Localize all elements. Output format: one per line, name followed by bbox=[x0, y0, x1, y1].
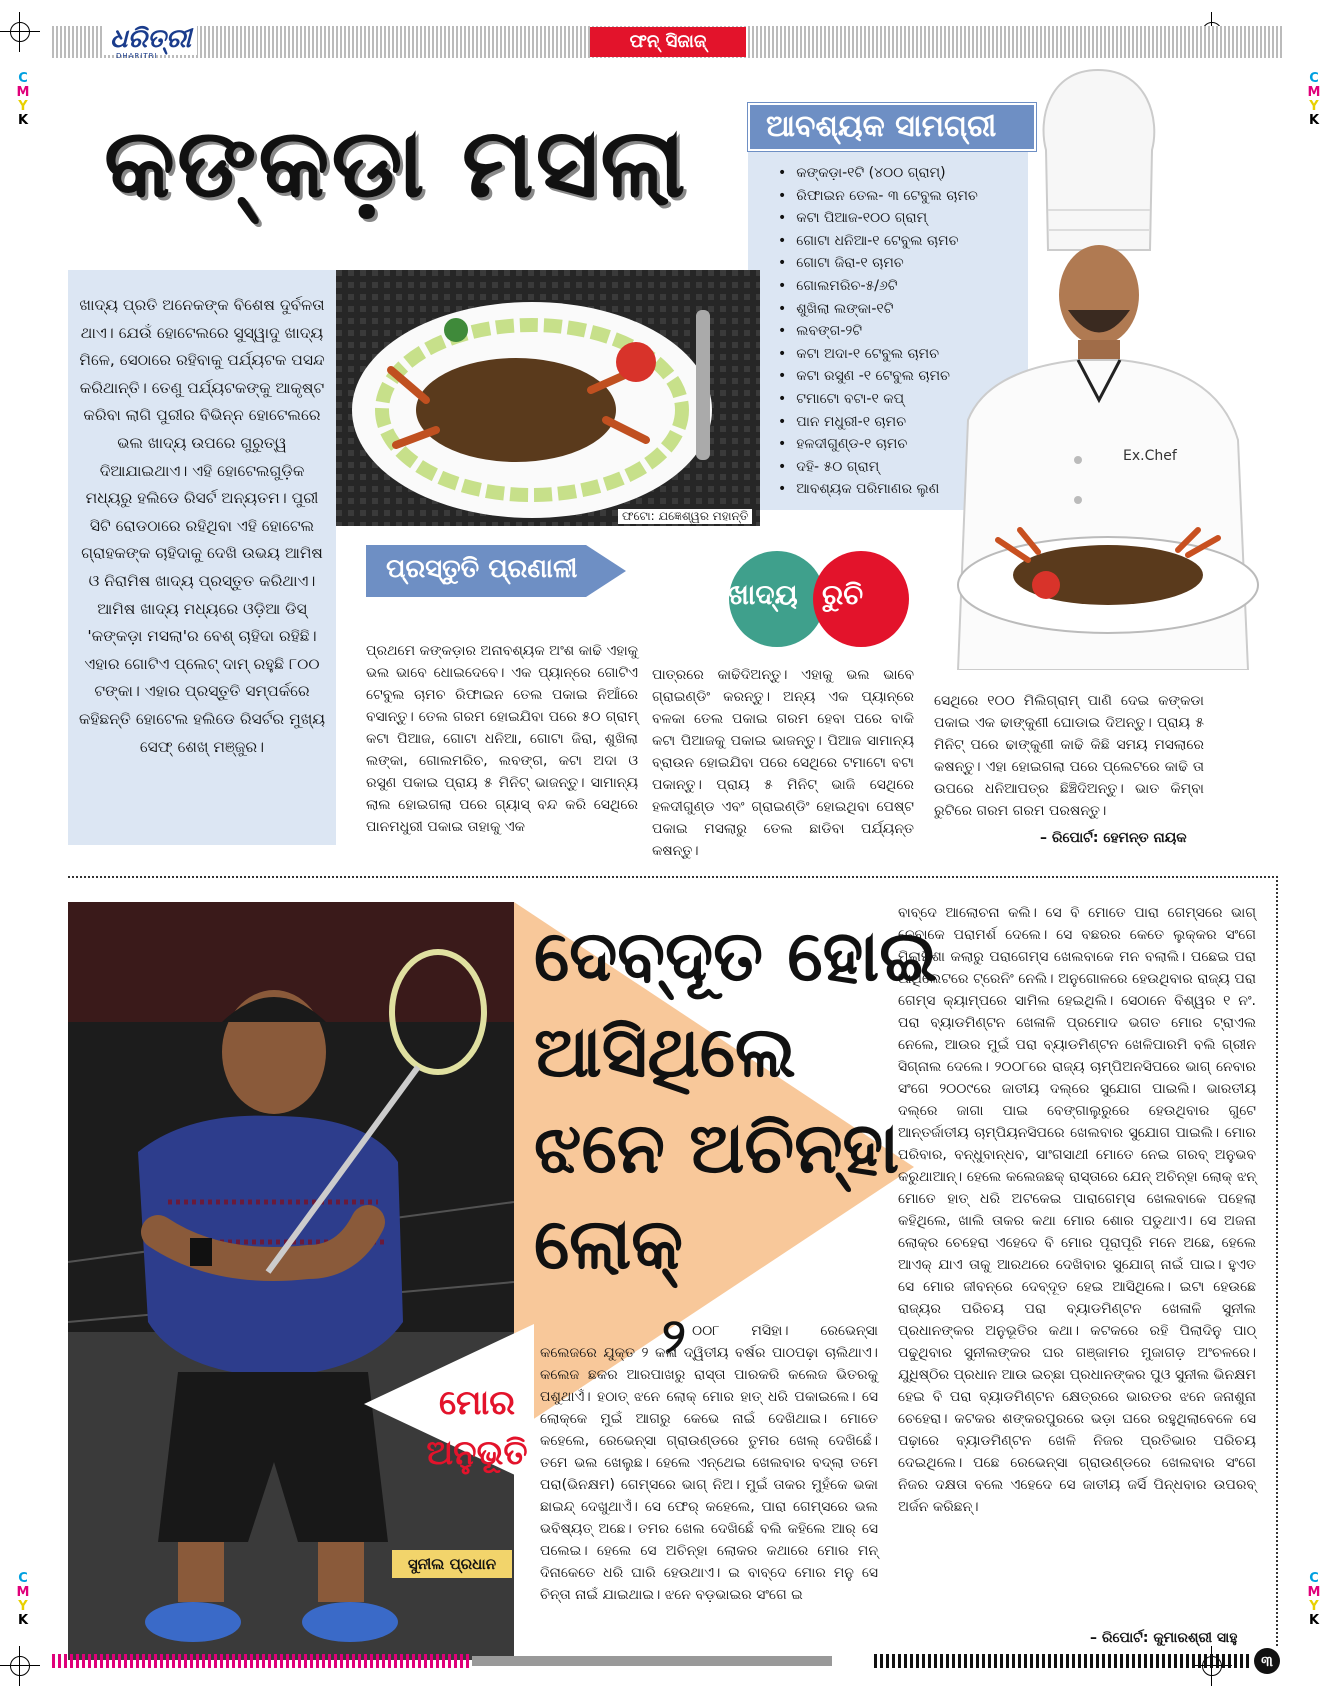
list-item: • କଙ୍କଡ଼ା-୧ଟି (୪୦୦ ଗ୍ରାମ୍) bbox=[778, 162, 978, 185]
section-tag: ଫନ୍ ସିଜାଜ୍ bbox=[590, 27, 746, 57]
newspaper-logo-sub: DHARITRI bbox=[116, 52, 158, 60]
list-item: • କଟା ଅଦା-୧ ଟେବୁଲ ଚାମଚ bbox=[778, 343, 978, 366]
tag-line: ଅନୁଭୂତି bbox=[426, 1433, 528, 1473]
list-item: • ଗୋଲମରିଚ-୫/୬ଟି bbox=[778, 275, 978, 298]
tag-line: ମୋର bbox=[439, 1383, 515, 1423]
registration-mark bbox=[0, 1646, 40, 1686]
prep-heading: ପ୍ରସ୍ତୁତି ପ୍ରଣାଳୀ bbox=[386, 554, 578, 584]
feature-title bbox=[534, 908, 938, 1292]
player-photo bbox=[68, 902, 514, 1660]
feature-reporter: – ରିପୋର୍ଟ: କୁମାରଶ୍ରୀ ସାହୁ bbox=[1090, 1630, 1238, 1646]
recipe-reporter: – ରିପୋର୍ଟ: ହେମନ୍ତ ନାୟକ bbox=[1040, 830, 1187, 846]
list-item: • ଗୋଟା ଜିରା-୧ ଚାମଚ bbox=[778, 252, 978, 275]
list-item: • କଟା ପିଆଜ-୧୦୦ ଗ୍ରାମ୍ bbox=[778, 207, 978, 230]
prep-column-3: ସେଥିରେ ୧୦୦ ମିଲିଗ୍ରାମ୍ ପାଣି ଦେଇ କଙ୍କଡା ପକାଇ ଏକ ଢାଙ୍କୁଣୀ ଘୋଡାଇ ଦିଅନ୍ତୁ। ପ୍ରାୟ ୫ ମିନିଟ୍ ପରେ ଢାଙ୍କୁଣୀ କାଢି କିଛି ସମୟ ମସଲାରେ କଷନ୍ତୁ। ଏହା ହୋଇଗଲା ପରେ ପ୍ଲେଟରେ କାଢି ତା ଉପରେ ଧନିଆପତ୍ର ଛିଞ୍ଚିଦିଅନ୍ତୁ। ଭାତ କିମ୍ବା ରୁଟିରେ ଗରମ ଗରମ ପରଷନ୍ତୁ। bbox=[934, 693, 1204, 819]
newspaper-logo: ଧରିତ୍ରୀ bbox=[104, 24, 197, 55]
feature-title-line: ଝନେ ଅଚିନ୍ହା bbox=[534, 1107, 900, 1189]
feature-body-left: ୦୦୮ ମସିହା। ରେଭେନ୍ସା କଲେଜରେ ଯୁକ୍ତ ୨ କଳା ଦ୍ୱିତୀୟ ବର୍ଷର ପାଠପଢ଼ା ଚାଲିଥାଏ। କଲେଜ ଛକର ଆରପାଖରୁ ରାସ୍ତା ପାରକରି କଲେଜ ଭିତରକୁ ପଶୁଥାଏଁ। ହଠାତ୍ ଝନେ ଲୋକ୍ ମୋର ହାତ୍ ଧରି ପକାଇଲେ। ସେ ଲୋକ୍‌କେ ମୁଇଁ ଆଗରୁ କେଭେ ନାଇଁ ଦେଖିଥାଇ। ମୋତେ କହେଲେ, ରେଭେନ୍ସା ଗ୍ରାଉଣ୍ଡରେ ତୁମର ଖେଲ୍ ଦେଖିଛେଁ। ତମେ ଭଲ ଖେଲୁଛ। ହେଲେ ଏନ୍‌ଥେଇ ଖେଲବାର ବଦ୍‌ଲା ତମେ ପରା(ଭିନକ୍ଷମ) ଗେମ୍ସରେ ଭାଗ୍ ନିଅ। ମୁଇଁ ତାକର ମୁହଁକେ ଭକା ଛାଇନ୍ଦ୍ ଦେଖୁଥାଏଁ। ସେ ଫେର୍ କହେଲେ, ପାରା ଗେମ୍ସରେ ଭଲ ଭବିଷ୍ୟତ୍ ଅଛେ। ତମର ଖେଲ ଦେଖିଛେଁ ବଲି କହିଲେ ଆର୍ ସେ ପଲେଇ। ହେଲେ ସେ ଅଚିନ୍ହା ଲୋକର କଥାରେ ମୋର ମନ୍ ଦିନାକେତେ ଧରି ଘାରି ହେଉଥାଏ। ଇ ବାବ୍‌ଦେ ମୋର ମନୁ ସେ ଚିନ୍ତା ନାଇଁ ଯାଇଥାଇ। ଝନେ ବଡ଼ଭାଇର ସଂଗେ ଇ bbox=[540, 1323, 878, 1603]
list-item: • ଦହି- ୫୦ ଗ୍ରାମ୍ bbox=[778, 456, 978, 479]
list-item: • ଲବଙ୍ଗ-୨ଟି bbox=[778, 320, 978, 343]
recipe-title: କଙ୍କଡ଼ା ମସଲା bbox=[104, 107, 688, 219]
list-item: • ରିଫାଇନ ତେଲ- ୩ ଟେବୁଲ ଚାମଚ bbox=[778, 185, 978, 208]
food-photo bbox=[336, 270, 760, 526]
list-item: • ଟମାଟୋ ବଟା-୧ କପ୍ bbox=[778, 388, 978, 411]
registration-mark bbox=[0, 12, 40, 52]
prep-column-1: ପ୍ରଥମେ କଙ୍କଡ଼ାର ଅନାବଶ୍ୟକ ଅଂଶ କାଢି ଏହାକୁ ଭଲ ଭାବେ ଧୋଇଦେବେ। ଏକ ପ୍ୟାନ୍‌ରେ ଗୋଟିଏ ଟେବୁଲ ଚାମଚ ରିଫାଇନ ତେଲ ପକାଇ ନିଆଁରେ ବସାନ୍ତୁ। ତେଲ ଗରମ ହୋଇଯିବା ପରେ ୫୦ ଗ୍ରାମ୍ କଟା ପିଆଜ, ଗୋଟା ଧନିଆ, ଗୋଟା ଜିରା, ଶୁଖିଲା ଲଙ୍କା, ଗୋଲମରିଚ, ଲବଙ୍ଗ, କଟା ଅଦା ଓ ରସୁଣ ପକାଇ ପ୍ରାୟ ୫ ମିନିଟ୍ ଭାଜନ୍ତୁ। ସାମାନ୍ୟ ଲାଲ ହୋଇଗଲା ପରେ ଗ୍ୟାସ୍ ବନ୍ଦ କରି ସେଥିରେ ପାନମଧୁରୀ ପକାଇ ତାହାକୁ ଏକ bbox=[366, 643, 638, 835]
badge-right-text: ରୁଚି bbox=[822, 578, 864, 611]
section-divider-vertical bbox=[1276, 876, 1278, 1646]
section-divider bbox=[68, 876, 1278, 878]
cmyk-marks-left-bottom: C M Y K bbox=[16, 1571, 30, 1628]
cmyk-marks-right-top: C M Y K bbox=[1307, 71, 1321, 128]
chef-photo bbox=[928, 60, 1268, 670]
player-name-tag: ସୁନୀଲ ପ୍ରଧାନ bbox=[392, 1550, 512, 1578]
photo-credit: ଫଟୋ: ଯଜ୍ଞେଶ୍ୱର ମହାନ୍ତି bbox=[618, 509, 752, 524]
list-item: • କଟା ରସୁଣ -୧ ଟେବୁଲ ଚାମଚ bbox=[778, 365, 978, 388]
intro-text: ଖାଦ୍ୟ ପ୍ରତି ଅନେକଙ୍କ ବିଶେଷ ଦୁର୍ବଳତା ଥାଏ। ଯେଉଁ ହୋଟେଲରେ ସୁସ୍ୱାଦୁ ଖାଦ୍ୟ ମିଳେ, ସେଠାରେ ରହିବାକୁ ପର୍ଯ୍ୟଟକ ପସନ୍ଦ କରିଥାନ୍ତି। ତେଣୁ ପର୍ଯ୍ୟଟକଙ୍କୁ ଆକୃଷ୍ଟ କରିବା ଲାଗି ପୁରୀର ବିଭିନ୍ନ ହୋଟେଲରେ ଭଲ ଖାଦ୍ୟ ଉପରେ ଗୁରୁତ୍ୱ ଦିଆଯାଇଥାଏ। ଏହି ହୋଟେଲଗୁଡ଼ିକ ମଧ୍ୟରୁ ହଲିଡେ ରିସର୍ଟ ଅନ୍ୟତମ। ପୁରୀ ସିଟି ରୋଡଠାରେ ରହିଥିବା ଏହି ହୋଟେଲ ଗ୍ରାହକଙ୍କ ଚାହିଦାକୁ ଦେଖି ଉଭୟ ଆମିଷ ଓ ନିରାମିଷ ଖାଦ୍ୟ ପ୍ରସ୍ତୁତ କରିଥାଏ। ଆମିଷ ଖାଦ୍ୟ ମଧ୍ୟରେ ଓଡ଼ିଆ ଡିସ୍ 'କଙ୍କଡ଼ା ମସଲା'ର ବେଶ୍ ଚାହିଦା ରହିଛି। ଏହାର ଗୋଟିଏ ପ୍ଲେଟ୍ ଦାମ୍ ରହୁଛି ୮୦୦ ଟଙ୍କା। ଏହାର ପ୍ରସ୍ତୁତି ସମ୍ପର୍କରେ କହିଛନ୍ତି ହୋଟେଲ ହଲିଡେ ରିସର୍ଟର ମୁଖ୍ୟ ସେଫ୍ ଶେଖ୍ ମଞ୍ଜୁର। bbox=[78, 296, 326, 756]
prep-column-2: ପାତ୍ରରେ କାଢିଦିଅନ୍ତୁ। ଏହାକୁ ଭଲ ଭାବେ ଗ୍ରାଇଣ୍ଡିଂ କରନ୍ତୁ। ଅନ୍ୟ ଏକ ପ୍ୟାନ୍‌ରେ ବଳକା ତେଲ ପକାଇ ଗରମ ହେବା ପରେ ବାକି କଟା ପିଆଜକୁ ପକାଇ ଭାଜନ୍ତୁ। ପିଆଜ ସାମାନ୍ୟ ବ୍ରାଉନ ହୋଇଯିବା ପରେ ସେଥିରେ ଟମାଟୋ ବଟା ପକାନ୍ତୁ। ପ୍ରାୟ ୫ ମିନିଟ୍ ଭାଜି ସେଥିରେ ହଳଦୀଗୁଣ୍ଡ ଏବଂ ଗ୍ରାଇଣ୍ଡିଂ ହୋଇଥିବା ପେଷ୍ଟ ପକାଇ ମସଲାରୁ ତେଲ ଛାଡିବା ପର୍ଯ୍ୟନ୍ତ କଷନ୍ତୁ। bbox=[652, 667, 914, 859]
page-number: ୩ bbox=[1254, 1648, 1280, 1674]
list-item: • ଗୋଟା ଧନିଆ-୧ ଟେବୁଲ ଚାମଚ bbox=[778, 230, 978, 253]
footer-strip bbox=[52, 1654, 1252, 1668]
feature-title-line: ଲୋକ୍ bbox=[534, 1203, 683, 1285]
feature-title-line: ଆସିଥିଲେ bbox=[534, 1011, 796, 1093]
badge-left-text: ଖାଦ୍ୟ bbox=[728, 578, 798, 611]
feature-body-right: ବାବ୍‌ଦେ ଆଲୋଚନା କଲି। ସେ ବି ମୋତେ ପାରା ଗେମ୍ସରେ ଭାଗ୍ ନେବାକେ ପରାମର୍ଶ ଦେଲେ। ସେ ବଛରର କେତେ ଲୁକ୍‌କର ସଂଗେ ମିଲାମିଶା କଲାରୁ ପରାଗେମ୍ସ ଖେଲବାକେ ମନ ବଲାଲି। ପଛେଇ ପରା ଆଥିଲେଟରେ ଟ୍ରେନିଂ ନେଲି। ଅନୁଗୋଳରେ ହେଉଥିବାର ରାଜ୍ୟ ପରା ଗେମ୍ସ କ୍ୟାମ୍ପରେ ସାମିଲ ହେଇଥିଲି। ସେଠାନେ ବିଶ୍ୱର ୧ ନଂ. ପରା ବ୍ୟାଡମିଣ୍ଟନ ଖେଳାଳି ପ୍ରମୋଦ ଭଗତ ମୋର ଟ୍ରାଏଲ ନେଲେ, ଆଉର ମୁଇଁ ପରା ବ୍ୟାଡମିଣ୍ଟନ ଖେଳିପାରମି ବଲି ଗ୍ରୀନ ସିଗ୍‌ନାଲ ଦେଲେ। ୨୦୦୮ରେ ରାଜ୍ୟ ଚାମ୍ପିଅନସିପରେ ଭାଗ୍ ନେବାର ସଂଗେ ୨୦୦୯ରେ ଜାତୀୟ ଦଲ୍‌ରେ ସୁଯୋଗ ପାଇଲି। ଭାରତୀୟ ଦଲ୍‌ରେ ଜାଗା ପାଇ ବେଙ୍ଗାଲୁରୁରେ ହେଉଥିବାର ଗୁଟେ ଆନ୍ତର୍ଜାତୀୟ ଚାମ୍ପିୟନସିପରେ ଖେଲବାର ସୁଯୋଗ ପାଇଲି। ମୋର ପରିବାର, ବନ୍ଧୁବାନ୍ଧବ, ସାଂଗସାଥୀ ମୋତେ ନେଇ ଗରବ୍ ଅନୁଭବ କରୁଥାଆନ୍। ହେଲେ କଲେଜଛକ୍ ରାସ୍ତାରେ ଯେନ୍ ଅଚିନ୍ହା ଲୋକ୍ ଝନ୍ ମୋତେ ହାତ୍ ଧରି ଅଟକେଇ ପାରାଗେମ୍ସ ଖେଲବାକେ ପହେଲା କହିଥିଲେ, ଖାଲି ତାକର କଥା ମୋର ଶୋର ପଡୁଥାଏ। ସେ ଅଜନା ଲୋକ୍‌ର ଚେହେରା ଏହେଦେ ବି ମୋର ପୂରାପୂରି ମନେ ଅଛେ, ହେଲେ ଆଏକ୍ ଯାଏ ତାକୁ ଆରଥରେ ଦେଖିବାର ସୁଯୋଗ୍ ନାଇଁ ପାଇ। ହୁଏତ ସେ ମୋର ଜୀବନ୍‌ରେ ଦେବ୍‌ଦୂତ ହେଇ ଆସିଥିଲେ। ଇଟା ହେଉଛେ ରାଜ୍ୟର ପରିଚୟ ପରା ବ୍ୟାଡମିଣ୍ଟନ ଖେଳାଳି ସୁନୀଲ ପ୍ରଧାନଙ୍କର ଅନୁଭୂତିର କଥା। କଟକରେ ରହି ପିଲାଦିନୁ ପାଠ୍ ପଢୁଥିବାର ସୁନୀଲଙ୍କର ଘର ଗଞ୍ଜାମର ମୁଜାଗଡ଼ ଅଂଚଳରେ। ଯୁଧିଷ୍ଠିର ପ୍ରଧାନ ଆଉ ଇଚ୍ଛା ପ୍ରଧାନଙ୍କର ପୁଓ ସୁନୀଲ ଭିନକ୍ଷମ ହେଇ ବି ପରା ବ୍ୟାଡମିଣ୍ଟନ କ୍ଷେତ୍ରରେ ଭାରତର ଝନେ ଜନାଶୁନା ଚେହେରା। କଟକର ଶଙ୍କରପୁରରେ ଭଡ଼ା ଘରେ ରହୁଥିଲାବେଳେ ସେ ପଢ଼ାରେ ବ୍ୟାଡମିଣ୍ଟନ ଖେଳି ନିଜର ପ୍ରତିଭାର ପରିଚୟ ଦେଇଥିଲେ। ପଛେ ରେଭେନ୍ସା ଗ୍ରାଉଣ୍ଡରେ ଖେଲବାର ସଂଗେ ନିଜର ଦକ୍ଷତା ବଲେ ଏହେଦେ ସେ ଜାତୀୟ ଜର୍ସି ପିନ୍ଧବାର ଉପରବ୍ ଅର୍ଜନ କରିଛନ୍। bbox=[898, 905, 1256, 1515]
list-item: • ଶୁଖିଲା ଲଙ୍କା-୧ଟି bbox=[778, 298, 978, 321]
mor-anubhuti-tag bbox=[412, 1378, 542, 1478]
list-item: • ପାନ ମଧୁରୀ-୧ ଚାମଚ bbox=[778, 411, 978, 434]
list-item: • ଆବଶ୍ୟକ ପରିମାଣର ଲୁଣ bbox=[778, 478, 978, 501]
chef-coat-label: Ex.Chef bbox=[1123, 448, 1177, 464]
list-item: • ହଳଦୀଗୁଣ୍ଡ-୧ ଚାମଚ bbox=[778, 433, 978, 456]
feature-title-line: ଦେବ୍‌ଦୂତ ହୋଇ bbox=[534, 915, 938, 997]
cmyk-marks-left-top: C M Y K bbox=[16, 71, 30, 128]
ingredients-heading: ଆବଶ୍ୟକ ସାମଗ୍ରୀ bbox=[748, 103, 1036, 151]
dropcap: ୨ bbox=[662, 1308, 686, 1364]
cmyk-marks-right-bottom: C M Y K bbox=[1307, 1571, 1321, 1628]
